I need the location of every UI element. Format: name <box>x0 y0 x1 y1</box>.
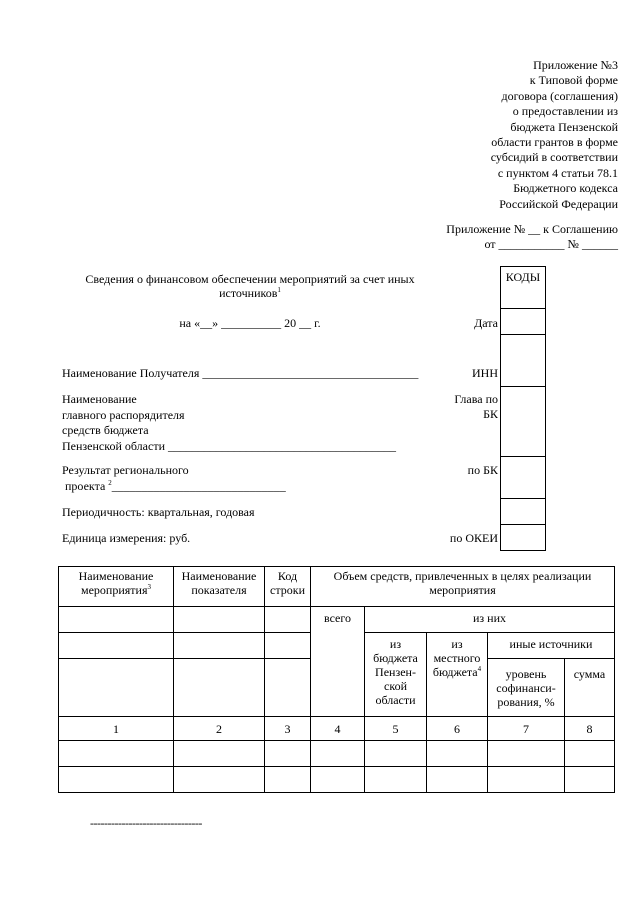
header-local-footnote: 4 <box>477 665 482 673</box>
periodicity-field: Периодичность: квартальная, годовая <box>62 505 255 519</box>
header-event-footnote: 3 <box>147 583 151 591</box>
data-cell[interactable] <box>265 767 311 793</box>
manager-field <box>62 392 396 454</box>
header-indicator: Наименование показателя <box>174 567 265 607</box>
result-prefix: проекта <box>65 478 106 493</box>
agreement-reference <box>378 222 618 253</box>
empty-cell[interactable] <box>59 633 174 659</box>
code-cell-okei[interactable] <box>501 525 546 551</box>
column-number: 1 <box>59 717 174 741</box>
data-cell[interactable] <box>174 741 265 767</box>
manager-line: главного распорядителя <box>62 407 185 422</box>
appendix-line: Бюджетного кодекса <box>513 181 618 196</box>
appendix-line: к Типовой форме <box>529 73 618 88</box>
result-footnote: 2 <box>108 478 112 487</box>
okei-label: по ОКЕИ <box>449 531 498 545</box>
header-total: всего <box>311 607 365 717</box>
report-date-line: на «__» __________ 20 __ г. <box>179 316 321 330</box>
bk-head-line: Глава по <box>454 392 498 406</box>
data-cell[interactable] <box>427 741 488 767</box>
empty-cell[interactable] <box>59 607 174 633</box>
manager-line: Пензенской области ______________________________________ <box>62 438 396 453</box>
column-number: 5 <box>365 717 427 741</box>
appendix-line: о предоставлении из <box>512 104 618 119</box>
empty-cell[interactable] <box>174 659 265 717</box>
manager-line: средств бюджета <box>62 423 149 437</box>
appendix-line: договора (соглашения) <box>501 88 618 103</box>
header-of-which: из них <box>365 607 615 633</box>
column-number: 7 <box>488 717 565 741</box>
table-row <box>59 741 615 767</box>
bk-head-label <box>418 392 498 422</box>
codes-header: КОДЫ <box>501 267 546 309</box>
title-footnote: 1 <box>277 286 281 294</box>
result-field <box>62 463 286 494</box>
header-regional: из бюджета Пензен-ской области <box>365 633 427 717</box>
data-cell[interactable] <box>565 741 615 767</box>
header-code: Код строки <box>265 567 311 607</box>
code-cell-periodicity[interactable] <box>501 499 546 525</box>
manager-line: Наименование <box>62 392 137 406</box>
data-cell[interactable] <box>174 767 265 793</box>
financing-table <box>58 566 615 793</box>
codes-table <box>500 266 546 551</box>
appendix-line: Российской Федерации <box>499 196 618 211</box>
data-cell[interactable] <box>365 741 427 767</box>
data-cell[interactable] <box>59 767 174 793</box>
header-other: иные источники <box>488 633 615 659</box>
data-cell[interactable] <box>365 767 427 793</box>
empty-cell[interactable] <box>265 659 311 717</box>
result-line-2 <box>62 479 286 495</box>
empty-cell[interactable] <box>174 607 265 633</box>
code-cell-inn[interactable] <box>501 335 546 387</box>
data-cell[interactable] <box>488 767 565 793</box>
data-cell[interactable] <box>59 741 174 767</box>
result-line-1: Результат регионального <box>62 463 189 477</box>
header-local-label: из местного бюджета <box>432 637 481 679</box>
column-number: 2 <box>174 717 265 741</box>
empty-cell[interactable] <box>174 633 265 659</box>
title-text: Сведения о финансовом обеспечении мероприятий за счет иных источников <box>85 272 415 300</box>
inn-label: ИНН <box>472 366 498 380</box>
data-cell[interactable] <box>565 767 615 793</box>
column-number: 3 <box>265 717 311 741</box>
agreement-line-2: от ___________ № ______ <box>484 237 618 252</box>
empty-cell[interactable] <box>265 633 311 659</box>
header-cofin: уровень софинанси-рования, % <box>488 659 565 717</box>
header-sum: сумма <box>565 659 615 717</box>
date-label: Дата <box>474 316 498 330</box>
agreement-line-1: Приложение № __ к Соглашению <box>446 222 618 236</box>
column-number: 8 <box>565 717 615 741</box>
unit-field: Единица измерения: руб. <box>62 531 191 545</box>
appendix-line: бюджета Пензенской <box>510 119 618 134</box>
bk-label: по БК <box>467 463 498 477</box>
data-cell[interactable] <box>488 741 565 767</box>
document-title <box>60 272 440 300</box>
appendix-line: с пунктом 4 статьи 78.1 <box>497 165 618 180</box>
header-local <box>427 633 488 717</box>
data-cell[interactable] <box>311 767 365 793</box>
code-cell-bk[interactable] <box>501 457 546 499</box>
footnote-separator: -------------------------------- <box>90 816 202 830</box>
recipient-field: Наименование Получателя ____________________________________ <box>62 366 419 380</box>
header-event-label: Наименование мероприятия <box>78 569 154 597</box>
data-cell[interactable] <box>427 767 488 793</box>
appendix-line: области грантов в форме <box>491 135 618 150</box>
header-volume: Объем средств, привлеченных в целях реализации мероприятия <box>311 567 615 607</box>
empty-cell[interactable] <box>265 607 311 633</box>
table-row <box>59 767 615 793</box>
column-number: 6 <box>427 717 488 741</box>
appendix-header <box>438 58 618 212</box>
bk-head-line: БК <box>483 407 498 421</box>
result-blank: _____________________________ <box>111 478 286 493</box>
data-cell[interactable] <box>265 741 311 767</box>
appendix-line: субсидий в соответствии <box>490 150 618 165</box>
code-cell-date[interactable] <box>501 309 546 335</box>
column-number: 4 <box>311 717 365 741</box>
header-event <box>59 567 174 607</box>
code-cell-bk-head[interactable] <box>501 387 546 457</box>
empty-cell[interactable] <box>59 659 174 717</box>
appendix-line: Приложение №3 <box>533 58 618 72</box>
data-cell[interactable] <box>311 741 365 767</box>
